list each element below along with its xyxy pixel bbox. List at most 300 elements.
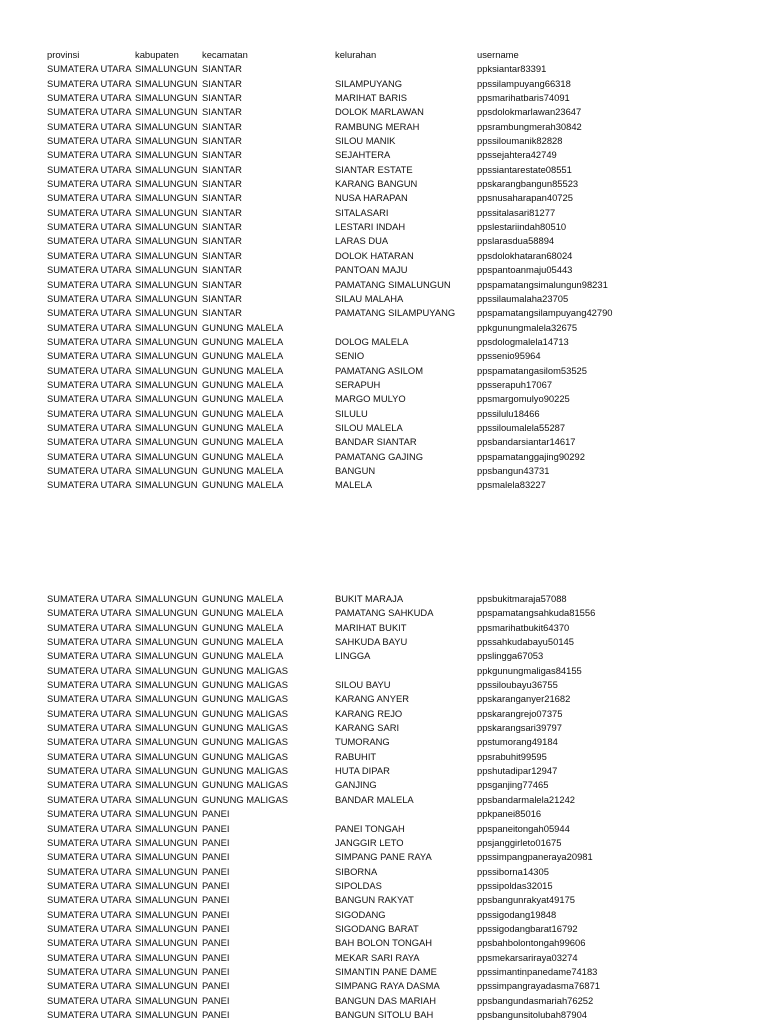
table-row [0, 621, 768, 635]
table-row [0, 822, 768, 836]
cell-username: ppsjanggirleto01675 [477, 836, 562, 848]
cell-kecamatan: GUNUNG MALELA [202, 407, 284, 419]
cell-kabupaten: SIMALUNGUN [135, 393, 198, 405]
cell-username: ppssimantinpanedame74183 [477, 965, 598, 977]
table-row [0, 392, 768, 406]
table-body-bottom [0, 592, 768, 1022]
cell-provinsi: SUMATERA UTARA [47, 980, 132, 992]
cell-username: ppkgunungmalela32675 [477, 321, 578, 333]
cell-provinsi: SUMATERA UTARA [47, 436, 132, 448]
cell-kabupaten: SIMALUNGUN [135, 822, 198, 834]
cell-provinsi: SUMATERA UTARA [47, 593, 132, 604]
cell-provinsi: SUMATERA UTARA [47, 292, 132, 304]
cell-username: ppskarangsari39797 [477, 722, 562, 734]
table-row [0, 321, 768, 335]
cell-kecamatan: SIANTAR [202, 120, 242, 132]
cell-kabupaten: SIMALUNGUN [135, 779, 198, 791]
cell-kelurahan: NUSA HARAPAN [335, 192, 408, 204]
cell-provinsi: SUMATERA UTARA [47, 793, 132, 805]
cell-provinsi: SUMATERA UTARA [47, 679, 132, 691]
cell-kecamatan: SIANTAR [202, 278, 242, 290]
table-block-top [0, 48, 768, 493]
cell-kecamatan: GUNUNG MALELA [202, 321, 284, 333]
cell-username: ppstumorang49184 [477, 736, 558, 748]
cell-provinsi: SUMATERA UTARA [47, 937, 132, 949]
cell-kecamatan: GUNUNG MALELA [202, 350, 284, 362]
table-row [0, 177, 768, 191]
cell-username: ppsdolokhataran68024 [477, 249, 573, 261]
cell-username: ppssiantarestate08551 [477, 163, 572, 175]
cell-kabupaten: SIMALUNGUN [135, 249, 198, 261]
table-row [0, 778, 768, 792]
cell-kabupaten: SIMALUNGUN [135, 836, 198, 848]
cell-provinsi: SUMATERA UTARA [47, 163, 132, 175]
table-row [0, 464, 768, 478]
cell-kelurahan: SILAU MALAHA [335, 292, 404, 304]
cell-kabupaten: SIMALUNGUN [135, 621, 198, 633]
cell-kecamatan: SIANTAR [202, 307, 242, 319]
cell-kabupaten: SIMALUNGUN [135, 192, 198, 204]
cell-username: ppsbukitmaraja57088 [477, 593, 567, 604]
cell-kabupaten: SIMALUNGUN [135, 908, 198, 920]
cell-kelurahan: BUKIT MARAJA [335, 593, 404, 604]
cell-provinsi: SUMATERA UTARA [47, 664, 132, 676]
table-block-bottom [0, 592, 768, 1022]
cell-provinsi: SUMATERA UTARA [47, 149, 132, 161]
cell-kabupaten: SIMALUNGUN [135, 736, 198, 748]
table-row [0, 278, 768, 292]
cell-username: ppspamatangsahkuda81556 [477, 607, 596, 619]
table-row [0, 234, 768, 248]
table-row [0, 692, 768, 706]
cell-kabupaten: SIMALUNGUN [135, 92, 198, 104]
cell-kecamatan: GUNUNG MALIGAS [202, 693, 288, 705]
table-row [0, 879, 768, 893]
cell-username: ppsbangunrakyat49175 [477, 894, 575, 906]
cell-kelurahan: KARANG ANYER [335, 693, 409, 705]
cell-provinsi: SUMATERA UTARA [47, 335, 132, 347]
header-username: username [477, 49, 519, 60]
table-row [0, 263, 768, 277]
cell-kelurahan: SIANTAR ESTATE [335, 163, 413, 175]
cell-kecamatan: GUNUNG MALIGAS [202, 765, 288, 777]
cell-provinsi: SUMATERA UTARA [47, 951, 132, 963]
cell-kelurahan: SIMPANG RAYA DASMA [335, 980, 440, 992]
cell-username: ppsdolokmarlawan23647 [477, 106, 582, 118]
cell-kabupaten: SIMALUNGUN [135, 650, 198, 662]
cell-kelurahan: KARANG BANGUN [335, 178, 418, 190]
cell-kelurahan: BANGUN SITOLU BAH [335, 1008, 434, 1020]
cell-kelurahan: JANGGIR LETO [335, 836, 404, 848]
cell-username: ppspantoanmaju05443 [477, 264, 573, 276]
table-row [0, 1008, 768, 1022]
cell-username: ppssitalasari81277 [477, 206, 556, 218]
table-row [0, 850, 768, 864]
cell-kecamatan: PANEI [202, 865, 230, 877]
cell-kabupaten: SIMALUNGUN [135, 378, 198, 390]
cell-username: ppskarangbangun85523 [477, 178, 579, 190]
cell-kabupaten: SIMALUNGUN [135, 450, 198, 462]
table-row [0, 421, 768, 435]
cell-kecamatan: GUNUNG MALIGAS [202, 736, 288, 748]
cell-kelurahan: PAMATANG SAHKUDA [335, 607, 434, 619]
cell-username: ppspamatangsimalungun98231 [477, 278, 608, 290]
cell-kecamatan: GUNUNG MALELA [202, 593, 284, 604]
header-kelurahan: kelurahan [335, 49, 377, 60]
cell-username: ppkpanei85016 [477, 808, 542, 820]
cell-username: ppskarangrejo07375 [477, 707, 563, 719]
cell-kabupaten: SIMALUNGUN [135, 750, 198, 762]
cell-kabupaten: SIMALUNGUN [135, 206, 198, 218]
cell-kelurahan: DOLOK HATARAN [335, 249, 414, 261]
cell-kecamatan: PANEI [202, 980, 230, 992]
cell-provinsi: SUMATERA UTARA [47, 722, 132, 734]
cell-kelurahan: PAMATANG SIMALUNGUN [335, 278, 451, 290]
cell-kecamatan: GUNUNG MALELA [202, 450, 284, 462]
cell-kelurahan: SILOU MALELA [335, 421, 403, 433]
cell-username: ppssejahtera42749 [477, 149, 557, 161]
cell-kabupaten: SIMALUNGUN [135, 278, 198, 290]
cell-provinsi: SUMATERA UTARA [47, 707, 132, 719]
cell-provinsi: SUMATERA UTARA [47, 135, 132, 147]
cell-kelurahan: SIBORNA [335, 865, 378, 877]
cell-kabupaten: SIMALUNGUN [135, 464, 198, 476]
cell-username: ppsrabuhit99595 [477, 750, 547, 762]
cell-kecamatan: PANEI [202, 808, 230, 820]
cell-kecamatan: SIANTAR [202, 92, 242, 104]
cell-kecamatan: PANEI [202, 894, 230, 906]
cell-kelurahan: BANGUN DAS MARIAH [335, 994, 437, 1006]
cell-provinsi: SUMATERA UTARA [47, 736, 132, 748]
cell-provinsi: SUMATERA UTARA [47, 178, 132, 190]
cell-provinsi: SUMATERA UTARA [47, 393, 132, 405]
table-row [0, 306, 768, 320]
cell-kecamatan: PANEI [202, 908, 230, 920]
cell-kabupaten: SIMALUNGUN [135, 722, 198, 734]
cell-username: ppsbahbolontongah99606 [477, 937, 586, 949]
cell-kecamatan: PANEI [202, 836, 230, 848]
cell-kelurahan: SIGODANG BARAT [335, 922, 419, 934]
table-row [0, 979, 768, 993]
cell-kelurahan: LESTARI INDAH [335, 221, 406, 233]
cell-kabupaten: SIMALUNGUN [135, 851, 198, 863]
cell-provinsi: SUMATERA UTARA [47, 464, 132, 476]
cell-provinsi: SUMATERA UTARA [47, 278, 132, 290]
cell-kabupaten: SIMALUNGUN [135, 264, 198, 276]
cell-kabupaten: SIMALUNGUN [135, 607, 198, 619]
cell-kelurahan: KARANG SARI [335, 722, 400, 734]
cell-kabupaten: SIMALUNGUN [135, 321, 198, 333]
table-header-row [0, 48, 768, 62]
table-row [0, 378, 768, 392]
cell-provinsi: SUMATERA UTARA [47, 1008, 132, 1020]
cell-provinsi: SUMATERA UTARA [47, 808, 132, 820]
cell-kelurahan: PANTOAN MAJU [335, 264, 408, 276]
cell-provinsi: SUMATERA UTARA [47, 607, 132, 619]
table-row [0, 893, 768, 907]
cell-provinsi: SUMATERA UTARA [47, 421, 132, 433]
cell-kabupaten: SIMALUNGUN [135, 808, 198, 820]
cell-provinsi: SUMATERA UTARA [47, 77, 132, 89]
cell-kabupaten: SIMALUNGUN [135, 980, 198, 992]
cell-kelurahan: PAMATANG SILAMPUYANG [335, 307, 456, 319]
table-row [0, 994, 768, 1008]
cell-username: ppsbandarsiantar14617 [477, 436, 576, 448]
cell-username: ppsrambungmerah30842 [477, 120, 582, 132]
cell-provinsi: SUMATERA UTARA [47, 450, 132, 462]
cell-kabupaten: SIMALUNGUN [135, 307, 198, 319]
cell-username: ppsganjing77465 [477, 779, 549, 791]
cell-kelurahan: SEJAHTERA [335, 149, 391, 161]
cell-provinsi: SUMATERA UTARA [47, 908, 132, 920]
cell-username: ppssiloubayu36755 [477, 679, 558, 691]
cell-kabupaten: SIMALUNGUN [135, 77, 198, 89]
cell-kelurahan: MEKAR SARI RAYA [335, 951, 420, 963]
cell-kabupaten: SIMALUNGUN [135, 994, 198, 1006]
cell-kabupaten: SIMALUNGUN [135, 765, 198, 777]
cell-kabupaten: SIMALUNGUN [135, 235, 198, 247]
cell-kecamatan: SIANTAR [202, 264, 242, 276]
cell-kelurahan: PAMATANG ASILOM [335, 364, 424, 376]
cell-provinsi: SUMATERA UTARA [47, 894, 132, 906]
cell-kabupaten: SIMALUNGUN [135, 364, 198, 376]
cell-kabupaten: SIMALUNGUN [135, 965, 198, 977]
cell-provinsi: SUMATERA UTARA [47, 779, 132, 791]
cell-username: ppssahkudabayu50145 [477, 636, 574, 648]
cell-username: ppsbangundasmariah76252 [477, 994, 594, 1006]
cell-kecamatan: GUNUNG MALELA [202, 436, 284, 448]
cell-kelurahan: SENIO [335, 350, 365, 362]
cell-kelurahan: RAMBUNG MERAH [335, 120, 420, 132]
table-row [0, 793, 768, 807]
cell-provinsi: SUMATERA UTARA [47, 307, 132, 319]
cell-provinsi: SUMATERA UTARA [47, 693, 132, 705]
cell-username: ppssigodang19848 [477, 908, 557, 920]
cell-kelurahan: TUMORANG [335, 736, 390, 748]
table-row [0, 606, 768, 620]
cell-provinsi: SUMATERA UTARA [47, 865, 132, 877]
cell-provinsi: SUMATERA UTARA [47, 836, 132, 848]
cell-kabupaten: SIMALUNGUN [135, 636, 198, 648]
cell-username: ppssimpangpaneraya20981 [477, 851, 593, 863]
cell-kelurahan: SITALASARI [335, 206, 389, 218]
cell-kelurahan: SILAMPUYANG [335, 77, 403, 89]
cell-username: ppspamatanggajing90292 [477, 450, 585, 462]
cell-kecamatan: GUNUNG MALELA [202, 335, 284, 347]
table-row [0, 592, 768, 606]
cell-kecamatan: GUNUNG MALIGAS [202, 722, 288, 734]
cell-kecamatan: SIANTAR [202, 77, 242, 89]
cell-kabupaten: SIMALUNGUN [135, 1008, 198, 1020]
cell-kelurahan: SIGODANG [335, 908, 386, 920]
cell-username: ppssilulu18466 [477, 407, 540, 419]
cell-provinsi: SUMATERA UTARA [47, 206, 132, 218]
table-row [0, 249, 768, 263]
cell-username: ppssipoldas32015 [477, 879, 553, 891]
cell-kelurahan: BANGUN [335, 464, 376, 476]
cell-kelurahan: PANEI TONGAH [335, 822, 405, 834]
table-row [0, 364, 768, 378]
cell-username: ppsmalela83227 [477, 479, 546, 491]
cell-kecamatan: GUNUNG MALELA [202, 621, 284, 633]
table-row [0, 292, 768, 306]
cell-kecamatan: SIANTAR [202, 163, 242, 175]
cell-kecamatan: SIANTAR [202, 292, 242, 304]
cell-provinsi: SUMATERA UTARA [47, 321, 132, 333]
cell-provinsi: SUMATERA UTARA [47, 636, 132, 648]
cell-kecamatan: GUNUNG MALIGAS [202, 707, 288, 719]
cell-provinsi: SUMATERA UTARA [47, 364, 132, 376]
header-kabupaten: kabupaten [135, 49, 179, 60]
table-row [0, 134, 768, 148]
cell-username: ppsbandarmalela21242 [477, 793, 575, 805]
cell-kelurahan: MARIHAT BUKIT [335, 621, 407, 633]
cell-kelurahan: SILOU BAYU [335, 679, 391, 691]
cell-kabupaten: SIMALUNGUN [135, 479, 198, 491]
cell-kecamatan: PANEI [202, 965, 230, 977]
table-row [0, 965, 768, 979]
cell-username: ppsbangunsitolubah87904 [477, 1008, 587, 1020]
table-row [0, 865, 768, 879]
cell-username: ppssilampuyang66318 [477, 77, 571, 89]
cell-kabupaten: SIMALUNGUN [135, 335, 198, 347]
table-row [0, 191, 768, 205]
cell-kecamatan: SIANTAR [202, 135, 242, 147]
table-row [0, 220, 768, 234]
cell-provinsi: SUMATERA UTARA [47, 192, 132, 204]
cell-provinsi: SUMATERA UTARA [47, 407, 132, 419]
table-row [0, 91, 768, 105]
cell-kecamatan: SIANTAR [202, 206, 242, 218]
cell-provinsi: SUMATERA UTARA [47, 221, 132, 233]
cell-kabupaten: SIMALUNGUN [135, 221, 198, 233]
cell-provinsi: SUMATERA UTARA [47, 822, 132, 834]
cell-username: ppsbangun43731 [477, 464, 550, 476]
cell-kelurahan: MARGO MULYO [335, 393, 406, 405]
cell-kecamatan: SIANTAR [202, 106, 242, 118]
cell-username: ppsmarihatbaris74091 [477, 92, 570, 104]
cell-kecamatan: SIANTAR [202, 192, 242, 204]
cell-kecamatan: PANEI [202, 1008, 230, 1020]
cell-provinsi: SUMATERA UTARA [47, 851, 132, 863]
cell-kelurahan: GANJING [335, 779, 377, 791]
cell-kecamatan: GUNUNG MALELA [202, 479, 284, 491]
cell-username: ppkgunungmaligas84155 [477, 664, 582, 676]
cell-username: ppsmarihatbukit64370 [477, 621, 570, 633]
cell-kecamatan: GUNUNG MALIGAS [202, 679, 288, 691]
cell-kabupaten: SIMALUNGUN [135, 593, 198, 604]
table-row [0, 635, 768, 649]
cell-kecamatan: GUNUNG MALELA [202, 607, 284, 619]
table-row [0, 721, 768, 735]
cell-kabupaten: SIMALUNGUN [135, 292, 198, 304]
cell-kabupaten: SIMALUNGUN [135, 149, 198, 161]
cell-username: ppssiloumanik82828 [477, 135, 563, 147]
cell-kecamatan: PANEI [202, 879, 230, 891]
cell-username: ppsnusaharapan40725 [477, 192, 573, 204]
cell-username: ppssimpangrayadasma76871 [477, 980, 600, 992]
table-row [0, 335, 768, 349]
cell-kecamatan: GUNUNG MALIGAS [202, 779, 288, 791]
cell-provinsi: SUMATERA UTARA [47, 922, 132, 934]
cell-provinsi: SUMATERA UTARA [47, 264, 132, 276]
cell-kelurahan: DOLOG MALELA [335, 335, 409, 347]
cell-username: ppslingga67053 [477, 650, 544, 662]
table-row [0, 407, 768, 421]
cell-username: ppssenio95964 [477, 350, 541, 362]
cell-kecamatan: GUNUNG MALIGAS [202, 793, 288, 805]
cell-kelurahan: SERAPUH [335, 378, 381, 390]
cell-provinsi: SUMATERA UTARA [47, 106, 132, 118]
cell-kabupaten: SIMALUNGUN [135, 879, 198, 891]
table-row [0, 105, 768, 119]
cell-username: ppssilaumalaha23705 [477, 292, 569, 304]
table-row [0, 163, 768, 177]
cell-kecamatan: GUNUNG MALELA [202, 364, 284, 376]
cell-kecamatan: PANEI [202, 922, 230, 934]
table-row [0, 649, 768, 663]
cell-kelurahan: MARIHAT BARIS [335, 92, 408, 104]
table-row [0, 764, 768, 778]
cell-kelurahan: SIMANTIN PANE DAME [335, 965, 437, 977]
cell-kecamatan: SIANTAR [202, 249, 242, 261]
table-row [0, 936, 768, 950]
cell-kecamatan: GUNUNG MALELA [202, 393, 284, 405]
cell-kecamatan: SIANTAR [202, 63, 242, 75]
cell-kecamatan: PANEI [202, 951, 230, 963]
cell-kabupaten: SIMALUNGUN [135, 664, 198, 676]
table-row [0, 148, 768, 162]
table-row [0, 206, 768, 220]
cell-kabupaten: SIMALUNGUN [135, 679, 198, 691]
cell-username: ppslestariindah80510 [477, 221, 567, 233]
header-kecamatan: kecamatan [202, 49, 248, 60]
cell-provinsi: SUMATERA UTARA [47, 879, 132, 891]
cell-kabupaten: SIMALUNGUN [135, 421, 198, 433]
cell-kelurahan: SILOU MANIK [335, 135, 396, 147]
cell-kecamatan: PANEI [202, 822, 230, 834]
cell-kabupaten: SIMALUNGUN [135, 407, 198, 419]
cell-username: ppssiborna14305 [477, 865, 549, 877]
cell-kabupaten: SIMALUNGUN [135, 436, 198, 448]
cell-kelurahan: PAMATANG GAJING [335, 450, 424, 462]
cell-kecamatan: SIANTAR [202, 221, 242, 233]
cell-kelurahan: SAHKUDA BAYU [335, 636, 408, 648]
table-row [0, 62, 768, 76]
table-row [0, 750, 768, 764]
cell-kabupaten: SIMALUNGUN [135, 63, 198, 75]
cell-kelurahan: BAH BOLON TONGAH [335, 937, 433, 949]
table-row [0, 349, 768, 363]
cell-username: ppspaneitongah05944 [477, 822, 570, 834]
cell-provinsi: SUMATERA UTARA [47, 120, 132, 132]
cell-kelurahan: BANGUN RAKYAT [335, 894, 414, 906]
table-row [0, 664, 768, 678]
cell-username: ppssiloumalela55287 [477, 421, 566, 433]
cell-kecamatan: GUNUNG MALELA [202, 650, 284, 662]
cell-kelurahan: SIMPANG PANE RAYA [335, 851, 432, 863]
cell-kelurahan: SILULU [335, 407, 368, 419]
cell-kabupaten: SIMALUNGUN [135, 350, 198, 362]
cell-username: ppksiantar83391 [477, 63, 547, 75]
cell-kecamatan: GUNUNG MALIGAS [202, 750, 288, 762]
cell-kecamatan: GUNUNG MALELA [202, 636, 284, 648]
cell-provinsi: SUMATERA UTARA [47, 92, 132, 104]
cell-username: ppshutadipar12947 [477, 765, 558, 777]
cell-kabupaten: SIMALUNGUN [135, 894, 198, 906]
cell-kecamatan: PANEI [202, 851, 230, 863]
cell-username: ppsserapuh17067 [477, 378, 553, 390]
